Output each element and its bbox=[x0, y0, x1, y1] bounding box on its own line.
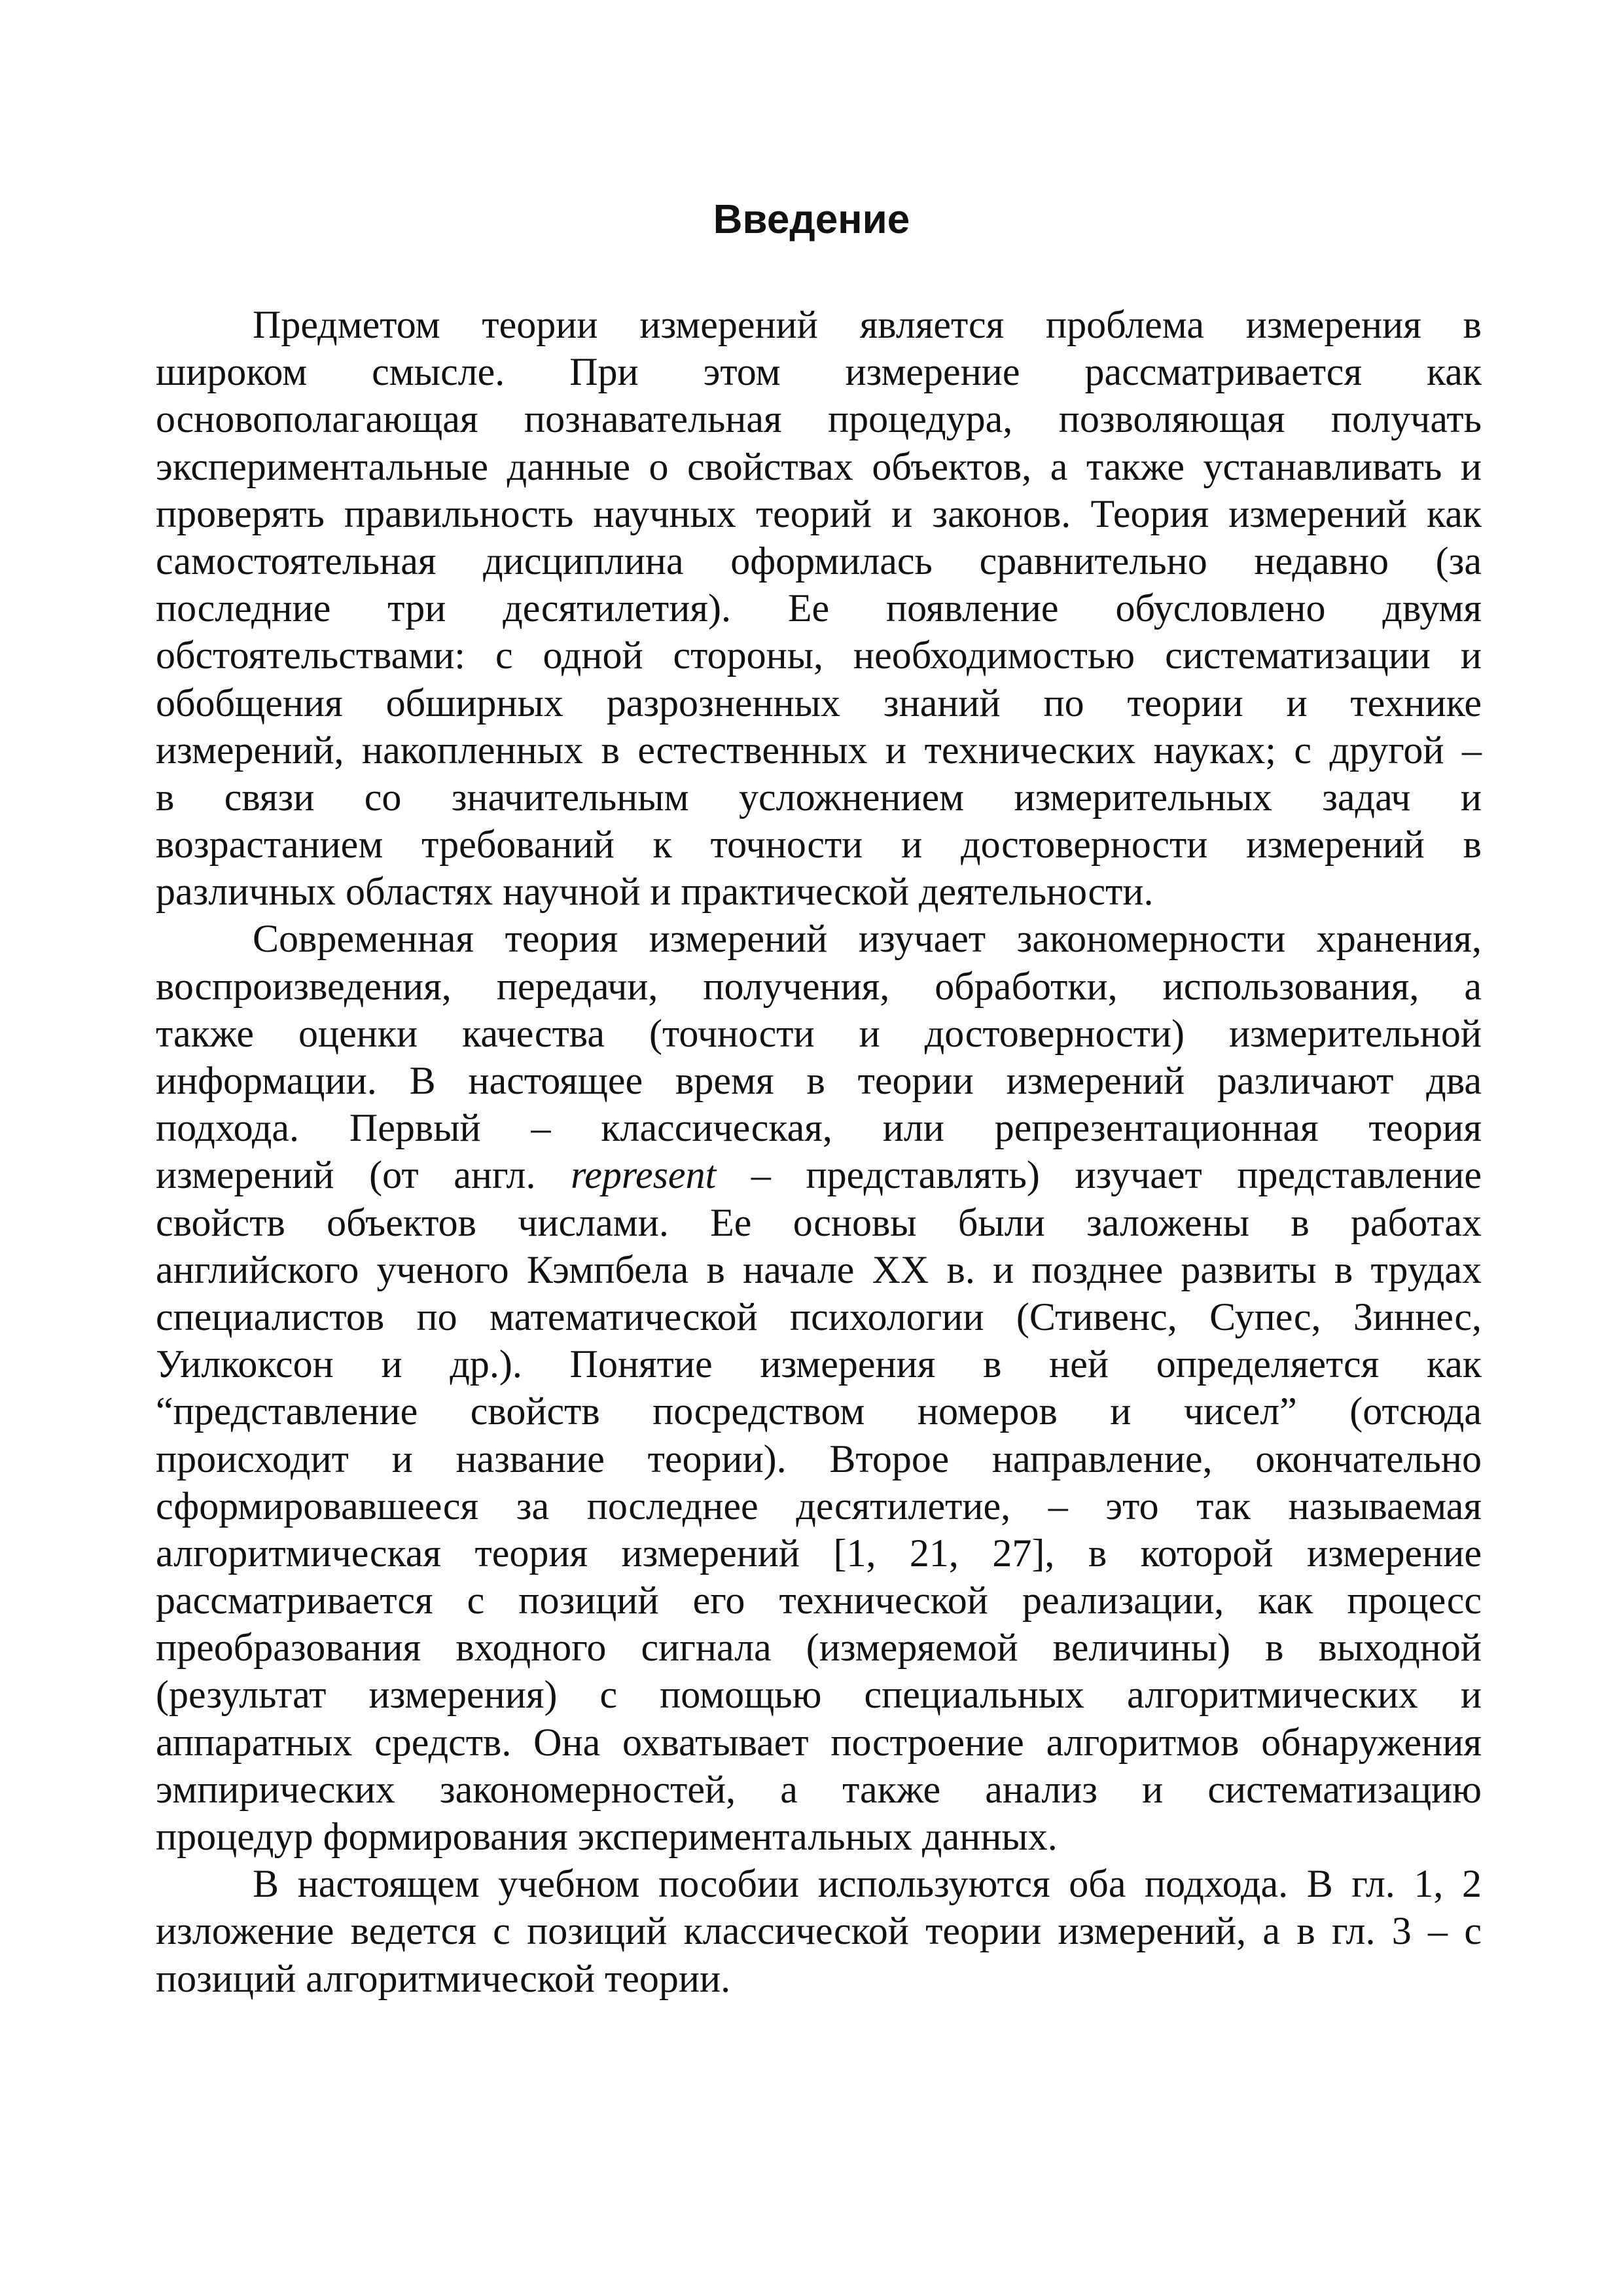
text-line: обстоятельствами: с одной стороны, необходимостью систематизации и bbox=[156, 634, 1482, 677]
text-line: также оценки качества (точности и достоверности) измерительной bbox=[156, 1011, 1482, 1055]
text-line: преобразования входного сигнала (измеряемой величины) в выходной bbox=[156, 1626, 1482, 1670]
text-line: самостоятельная дисциплина оформилась сравнительно недавно (за bbox=[156, 539, 1482, 583]
text-line: обобщения обширных разрозненных знаний по теории и технике bbox=[156, 681, 1482, 725]
text-line: эмпирических закономерностей, а также анализ и систематизацию bbox=[156, 1767, 1482, 1811]
text-line: основополагающая познавательная процедура, позволяющая получать bbox=[156, 397, 1482, 441]
page-title: Введение bbox=[713, 197, 910, 242]
italic-term: represent bbox=[571, 1153, 717, 1197]
text-line-with-italic bbox=[156, 1151, 1482, 1198]
text-line: в связи со значительным усложнением измерительных задач и bbox=[156, 775, 1482, 819]
text-line: воспроизведения, передачи, получения, обработки, использования, а bbox=[156, 964, 1482, 1008]
text-line: специалистов по математической психологии (Стивенс, Супес, Зиннес, bbox=[156, 1295, 1482, 1338]
document-body bbox=[156, 301, 1482, 2002]
text-line: подхода. Первый – классическая, или репрезентационная теория bbox=[156, 1106, 1482, 1150]
text-line: происходит и название теории). Второе направление, окончательно bbox=[156, 1437, 1482, 1480]
text-line: проверять правильность научных теорий и законов. Теория измерений как bbox=[156, 492, 1482, 535]
paragraph-1 bbox=[156, 301, 1482, 915]
text-line: Предметом теории измерений является проблема измерения в bbox=[253, 303, 1482, 346]
text-line: последние три десятилетия). Ее появление обусловлено двумя bbox=[156, 586, 1482, 630]
text-line: “представление свойств посредством номеров и чисел” (отсюда bbox=[156, 1390, 1482, 1433]
text-fragment: измерений (от англ. bbox=[156, 1153, 571, 1197]
text-line: различных областях научной и практической деятельности. bbox=[156, 870, 1154, 914]
text-line: (результат измерения) с помощью специальных алгоритмических и bbox=[156, 1673, 1482, 1717]
text-line: измерений, накопленных в естественных и технических науках; с другой – bbox=[156, 728, 1482, 772]
text-line: свойств объектов числами. Ее основы были заложены в работах bbox=[156, 1200, 1482, 1244]
text-fragment: – представлять) изучает представление bbox=[716, 1153, 1482, 1197]
text-line: Современная теория измерений изучает закономерности хранения, bbox=[253, 917, 1482, 961]
text-line: изложение ведется с позиций классической теории измерений, а в гл. 3 – с bbox=[156, 1909, 1482, 1953]
paragraph-3 bbox=[156, 1860, 1482, 2002]
text-line: широком смысле. При этом измерение рассматривается как bbox=[156, 350, 1482, 394]
text-line: В настоящем учебном пособии используются оба подхода. В гл. 1, 2 bbox=[253, 1862, 1482, 1906]
text-line: позиций алгоритмической теории. bbox=[156, 1956, 731, 2000]
text-line: рассматривается с позиций его технической реализации, как процесс bbox=[156, 1579, 1482, 1623]
text-line: сформировавшееся за последнее десятилетие, – это так называемая bbox=[156, 1484, 1482, 1528]
text-line: английского ученого Кэмпбела в начале XX в. и позднее развиты в трудах bbox=[156, 1247, 1482, 1291]
text-line: экспериментальные данные о свойствах объектов, а также устанавливать и bbox=[156, 444, 1482, 488]
text-line: информации. В настоящее время в теории измерений различают два bbox=[156, 1059, 1482, 1102]
text-line: процедур формирования экспериментальных данных. bbox=[156, 1815, 1058, 1858]
text-line: Уилкоксон и др.). Понятие измерения в ней определяется как bbox=[156, 1342, 1482, 1386]
text-line: алгоритмическая теория измерений [1, 21, 27], в которой измерение bbox=[156, 1531, 1482, 1575]
text-line: аппаратных средств. Она охватывает построение алгоритмов обнаружения bbox=[156, 1720, 1482, 1764]
paragraph-2 bbox=[156, 915, 1482, 1860]
text-line: возрастанием требований к точности и достоверности измерений в bbox=[156, 823, 1482, 867]
